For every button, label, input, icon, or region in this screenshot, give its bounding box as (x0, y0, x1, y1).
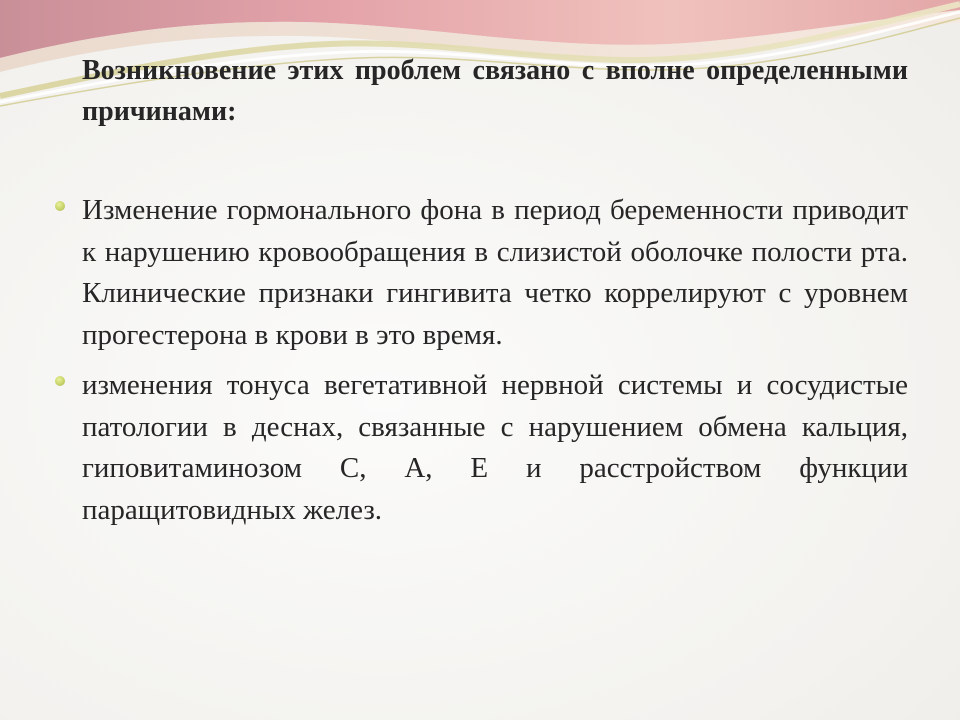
bullet-list (82, 190, 908, 531)
bullet-text: Изменение гормонального фона в период беременности приводит к нарушению кровообращения в слизистой оболочке полости рта. Клинические признаки гингивита четко коррелируют с уровнем прогестерона в крови в это время. (82, 194, 908, 351)
slide-heading: Возникновение этих проблем связано с вполне определенными причинами: (82, 55, 908, 127)
bullet-text: изменения тонуса вегетативной нервной системы и сосудистые патологии в деснах, связанные с нарушением обмена кальция, гиповитаминозом С, А, Е и расстройством функции паращитовидных желез. (82, 369, 908, 526)
bullet-dot-icon (55, 376, 65, 386)
bullet-item (82, 190, 908, 356)
bullet-item (82, 365, 908, 531)
bullet-dot-icon (55, 201, 65, 211)
